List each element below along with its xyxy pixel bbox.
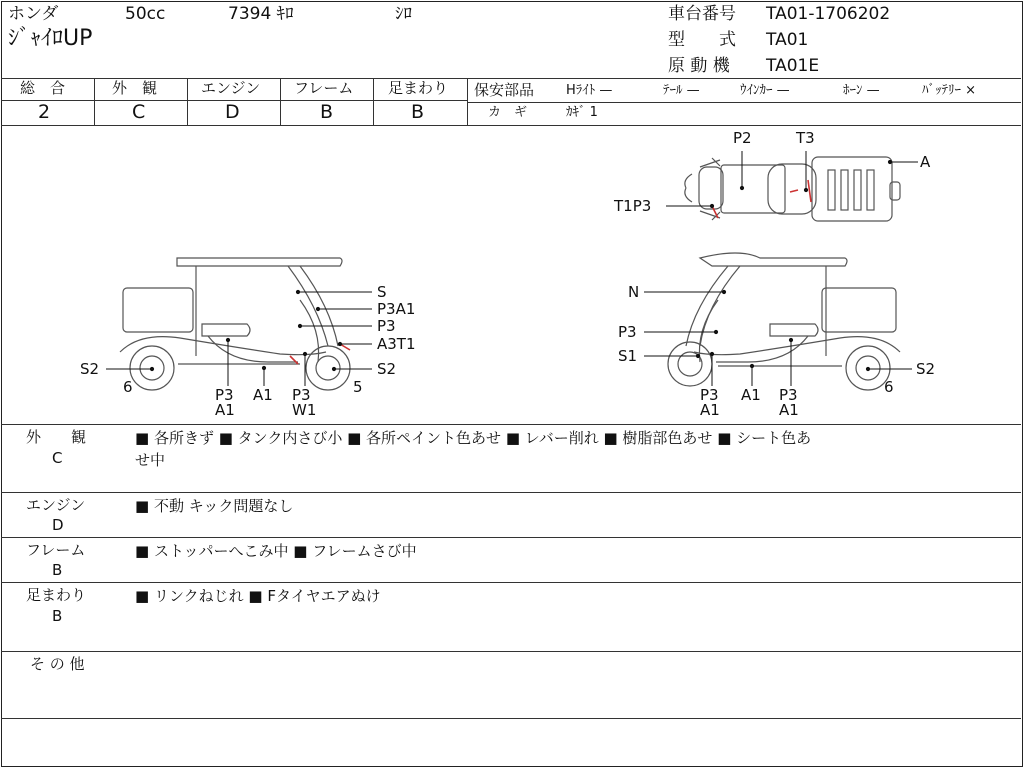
label-s: S	[377, 283, 387, 301]
model-name: ｼﾞｬｲﾛUP	[8, 26, 93, 51]
divider	[1, 718, 1021, 719]
note-engine-grade: D	[52, 516, 64, 534]
type-label: 型 式	[668, 30, 736, 50]
engine-label: エンジン	[201, 79, 261, 97]
label-a3t1: A3T1	[377, 335, 416, 353]
label-6: 6	[884, 378, 894, 396]
suspension-label: 足まわり	[388, 79, 449, 97]
divider	[467, 78, 468, 125]
note-suspension-label: 足まわり	[26, 586, 87, 604]
label-a1: A1	[779, 401, 799, 419]
note-exterior-grade: C	[52, 449, 63, 467]
overall-grade: 2	[38, 101, 51, 123]
exterior-label: 外 観	[112, 79, 158, 97]
safety-battery: ﾊﾞｯﾃﾘｰ ×	[922, 83, 977, 98]
body-color: ｼﾛ	[395, 4, 412, 24]
divider	[1, 492, 1021, 493]
maker: ホンダ	[8, 4, 59, 24]
label-a1: A1	[741, 386, 761, 404]
note-engine-label: エンジン	[26, 496, 86, 514]
exterior-grade: C	[132, 101, 146, 123]
safety-horn: ﾎｰﾝ —	[843, 83, 880, 98]
safety-winker: ｳｲﾝｶｰ —	[740, 83, 790, 98]
label-a1: A1	[215, 401, 235, 419]
label-p3: P3	[618, 323, 637, 341]
label-t3: T3	[796, 129, 815, 147]
divider	[187, 78, 188, 125]
label-w1: W1	[292, 401, 317, 419]
divider	[1, 424, 1021, 425]
divider	[1, 651, 1021, 652]
label-p2: P2	[733, 129, 752, 147]
displacement: 50cc	[125, 4, 166, 24]
label-p3: P3	[377, 317, 396, 335]
label-6: 6	[123, 378, 133, 396]
divider	[373, 78, 374, 125]
label-p3: P3	[700, 386, 719, 404]
label-p3: P3	[779, 386, 798, 404]
overall-label: 総 合	[20, 79, 66, 97]
label-p3: P3	[292, 386, 311, 404]
divider	[280, 78, 281, 125]
safety-taillight: ﾃｰﾙ —	[663, 83, 700, 98]
label-s2: S2	[377, 360, 397, 378]
label-s2: S2	[80, 360, 100, 378]
divider	[94, 78, 95, 125]
engine-model-value: TA01E	[766, 56, 820, 76]
note-exterior-line2: せ中	[135, 451, 166, 469]
divider	[468, 102, 1021, 103]
label-a1: A1	[700, 401, 720, 419]
frame-label: フレーム	[294, 79, 354, 97]
note-engine-line1: ■ 不動 キック問題なし	[135, 497, 294, 515]
frame-no-label: 車台番号	[668, 4, 736, 24]
note-other-label: そ の 他	[30, 655, 85, 673]
type-value: TA01	[766, 30, 809, 50]
note-frame-line1: ■ ストッパーへこみ中 ■ フレームさび中	[135, 542, 417, 560]
label-s1: S1	[618, 347, 638, 365]
label-n: N	[628, 283, 640, 301]
note-frame-label: フレーム	[26, 541, 86, 559]
note-suspension-grade: B	[52, 607, 63, 625]
safety-title: 保安部品	[474, 81, 535, 99]
label-t1p3: T1P3	[614, 197, 652, 215]
engine-model-label: 原 動 機	[668, 56, 730, 76]
suspension-grade: B	[411, 101, 425, 123]
label-a1: A1	[253, 386, 273, 404]
engine-grade: D	[225, 101, 240, 123]
divider	[1, 582, 1021, 583]
label-s2: S2	[916, 360, 936, 378]
label-p3a1: P3A1	[377, 300, 416, 318]
divider	[1, 537, 1021, 538]
note-exterior-line1: ■ 各所きず ■ タンク内さび小 ■ 各所ペイント色あせ ■ レバー削れ ■ 樹脂部色あせ ■ シート色あ	[135, 429, 812, 447]
mileage: 7394 ｷﾛ	[228, 4, 294, 24]
note-exterior-label: 外 観	[26, 428, 87, 446]
frame-grade: B	[320, 101, 334, 123]
label-5: 5	[353, 378, 363, 396]
label-a: A	[920, 153, 931, 171]
key-label: カ ギ	[488, 105, 528, 120]
label-p3: P3	[215, 386, 234, 404]
key-value: ｶｷﾞ 1	[566, 105, 598, 120]
safety-headlight: Hﾗｲﾄ —	[566, 83, 613, 98]
divider	[1, 125, 1021, 126]
note-suspension-line1: ■ リンクねじれ ■ Fタイヤエアぬけ	[135, 587, 381, 605]
frame-no-value: TA01-1706202	[766, 4, 891, 24]
note-frame-grade: B	[52, 561, 63, 579]
